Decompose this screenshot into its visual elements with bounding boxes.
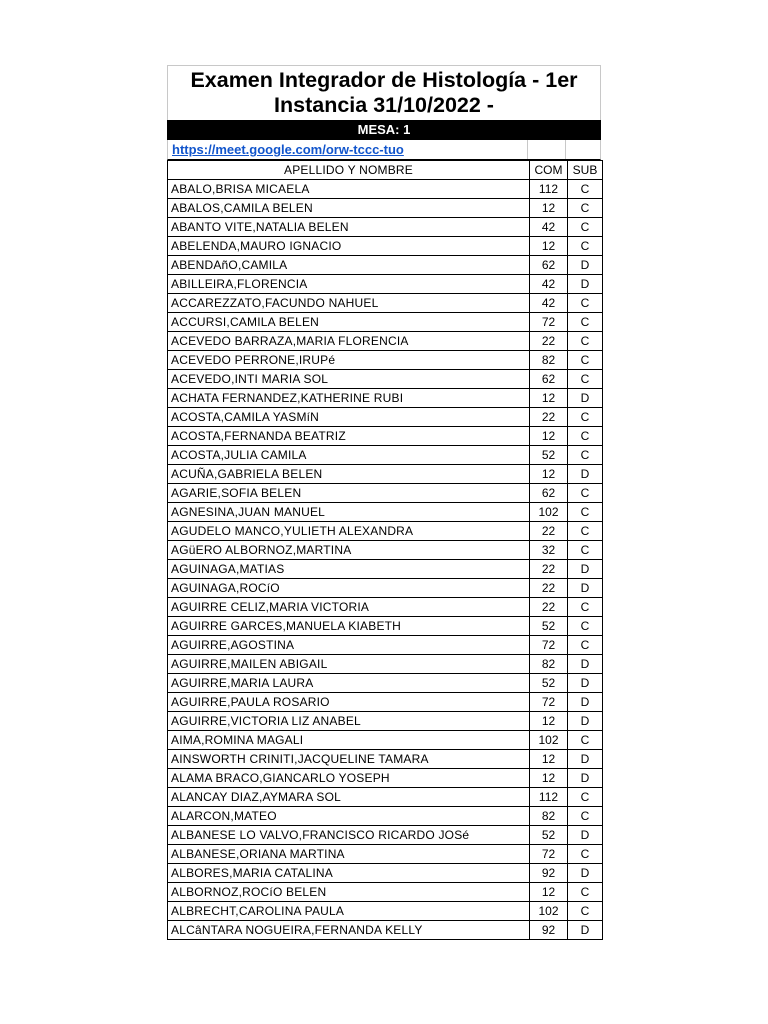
student-name-cell: ALBANESE,ORIANA MARTINA — [168, 845, 530, 864]
title-box — [167, 65, 601, 120]
sub-cell: D — [568, 826, 603, 845]
student-name-cell: ACEVEDO,INTI MARIA SOL — [168, 370, 530, 389]
student-name-cell: ALARCON,MATEO — [168, 807, 530, 826]
com-cell: 22 — [530, 560, 568, 579]
student-name-cell: AINSWORTH CRINITI,JACQUELINE TAMARA — [168, 750, 530, 769]
table-row — [168, 731, 603, 750]
table-row — [168, 617, 603, 636]
student-name-cell: AGUIRRE,VICTORIA LIZ ANABEL — [168, 712, 530, 731]
student-name-cell: ACCAREZZATO,FACUNDO NAHUEL — [168, 294, 530, 313]
student-name-cell: AGUINAGA,ROCíO — [168, 579, 530, 598]
student-name-cell: ABALOS,CAMILA BELEN — [168, 199, 530, 218]
table-row — [168, 826, 603, 845]
table-row — [168, 693, 603, 712]
student-name-cell: ACCURSI,CAMILA BELEN — [168, 313, 530, 332]
com-cell: 12 — [530, 237, 568, 256]
student-name-cell: ALBORNOZ,ROCíO BELEN — [168, 883, 530, 902]
page-title-line-1: Examen Integrador de Histología - 1er — [190, 68, 578, 92]
sub-cell: C — [568, 199, 603, 218]
student-name-cell: AGARIE,SOFIA BELEN — [168, 484, 530, 503]
student-name-cell: ALCâNTARA NOGUEIRA,FERNANDA KELLY — [168, 921, 530, 940]
sub-cell: C — [568, 731, 603, 750]
com-cell: 12 — [530, 883, 568, 902]
link-row — [167, 140, 601, 160]
sub-cell: D — [568, 674, 603, 693]
table-row — [168, 332, 603, 351]
com-cell: 12 — [530, 712, 568, 731]
student-name-cell: AGUIRRE,MARIA LAURA — [168, 674, 530, 693]
sub-cell: D — [568, 256, 603, 275]
sub-cell: D — [568, 712, 603, 731]
table-row — [168, 465, 603, 484]
student-name-cell: ALANCAY DIAZ,AYMARA SOL — [168, 788, 530, 807]
sub-cell: C — [568, 522, 603, 541]
sub-cell: C — [568, 427, 603, 446]
header-com: COM — [530, 161, 568, 180]
com-cell: 32 — [530, 541, 568, 560]
student-name-cell: ALBORES,MARIA CATALINA — [168, 864, 530, 883]
sub-cell: C — [568, 788, 603, 807]
table-row — [168, 636, 603, 655]
com-cell: 52 — [530, 446, 568, 465]
student-name-cell: ACOSTA,JULIA CAMILA — [168, 446, 530, 465]
com-cell: 12 — [530, 389, 568, 408]
sub-cell: D — [568, 560, 603, 579]
student-name-cell: ACOSTA,FERNANDA BEATRIZ — [168, 427, 530, 446]
sub-cell: D — [568, 769, 603, 788]
com-cell: 82 — [530, 655, 568, 674]
table-row — [168, 389, 603, 408]
table-row — [168, 199, 603, 218]
student-name-cell: ABILLEIRA,FLORENCIA — [168, 275, 530, 294]
table-row — [168, 275, 603, 294]
sub-cell: C — [568, 351, 603, 370]
sub-cell: C — [568, 902, 603, 921]
student-name-cell: AGNESINA,JUAN MANUEL — [168, 503, 530, 522]
sub-cell: D — [568, 921, 603, 940]
sub-cell: D — [568, 389, 603, 408]
sub-cell: C — [568, 370, 603, 389]
com-cell: 82 — [530, 807, 568, 826]
com-cell: 12 — [530, 750, 568, 769]
table-row — [168, 484, 603, 503]
table-row — [168, 864, 603, 883]
table-row — [168, 294, 603, 313]
table-row — [168, 427, 603, 446]
sub-cell: D — [568, 655, 603, 674]
table-row — [168, 902, 603, 921]
sub-cell: C — [568, 180, 603, 199]
sub-cell: C — [568, 807, 603, 826]
table-row — [168, 237, 603, 256]
sub-cell: C — [568, 237, 603, 256]
student-name-cell: AGUDELO MANCO,YULIETH ALEXANDRA — [168, 522, 530, 541]
com-cell: 22 — [530, 522, 568, 541]
table-row — [168, 769, 603, 788]
header-name: APELLIDO Y NOMBRE — [168, 161, 530, 180]
com-cell: 62 — [530, 370, 568, 389]
com-cell: 102 — [530, 902, 568, 921]
table-row — [168, 750, 603, 769]
student-name-cell: ALAMA BRACO,GIANCARLO YOSEPH — [168, 769, 530, 788]
student-name-cell: ACEVEDO BARRAZA,MARIA FLORENCIA — [168, 332, 530, 351]
mesa-banner: MESA: 1 — [167, 120, 601, 140]
students-table — [167, 160, 603, 940]
table-row — [168, 446, 603, 465]
student-name-cell: AGUIRRE GARCES,MANUELA KIABETH — [168, 617, 530, 636]
table-row — [168, 845, 603, 864]
sub-cell: C — [568, 294, 603, 313]
student-name-cell: ABELENDA,MAURO IGNACIO — [168, 237, 530, 256]
com-cell: 72 — [530, 693, 568, 712]
student-name-cell: ALBRECHT,CAROLINA PAULA — [168, 902, 530, 921]
student-name-cell: ABALO,BRISA MICAELA — [168, 180, 530, 199]
com-cell: 52 — [530, 826, 568, 845]
table-row — [168, 712, 603, 731]
com-cell: 42 — [530, 218, 568, 237]
com-cell: 22 — [530, 408, 568, 427]
student-name-cell: ABENDAñO,CAMILA — [168, 256, 530, 275]
spreadsheet — [167, 65, 601, 940]
table-row — [168, 180, 603, 199]
student-name-cell: ACHATA FERNANDEZ,KATHERINE RUBI — [168, 389, 530, 408]
empty-cell — [565, 140, 600, 159]
table-row — [168, 921, 603, 940]
table-row — [168, 674, 603, 693]
sub-cell: C — [568, 845, 603, 864]
sub-cell: C — [568, 598, 603, 617]
sub-cell: C — [568, 883, 603, 902]
com-cell: 62 — [530, 256, 568, 275]
com-cell: 12 — [530, 465, 568, 484]
student-name-cell: AGUINAGA,MATIAS — [168, 560, 530, 579]
sub-cell: C — [568, 503, 603, 522]
sub-cell: C — [568, 218, 603, 237]
com-cell: 92 — [530, 921, 568, 940]
student-name-cell: AGüERO ALBORNOZ,MARTINA — [168, 541, 530, 560]
table-row — [168, 541, 603, 560]
sub-cell: D — [568, 465, 603, 484]
student-name-cell: ACUÑA,GABRIELA BELEN — [168, 465, 530, 484]
page-title-line-2: Instancia 31/10/2022 - — [274, 93, 494, 117]
com-cell: 42 — [530, 294, 568, 313]
student-name-cell: AIMA,ROMINA MAGALI — [168, 731, 530, 750]
table-row — [168, 788, 603, 807]
sub-cell: C — [568, 313, 603, 332]
com-cell: 82 — [530, 351, 568, 370]
table-row — [168, 579, 603, 598]
com-cell: 42 — [530, 275, 568, 294]
student-name-cell: ABANTO VITE,NATALIA BELEN — [168, 218, 530, 237]
com-cell: 72 — [530, 313, 568, 332]
com-cell: 102 — [530, 503, 568, 522]
link-cell — [168, 140, 527, 159]
table-row — [168, 807, 603, 826]
com-cell: 112 — [530, 180, 568, 199]
table-row — [168, 883, 603, 902]
table-row — [168, 313, 603, 332]
table-header-row — [168, 161, 603, 180]
sub-cell: D — [568, 864, 603, 883]
com-cell: 52 — [530, 617, 568, 636]
table-row — [168, 218, 603, 237]
student-name-cell: AGUIRRE,PAULA ROSARIO — [168, 693, 530, 712]
com-cell: 22 — [530, 598, 568, 617]
student-name-cell: ACEVEDO PERRONE,IRUPé — [168, 351, 530, 370]
table-row — [168, 370, 603, 389]
table-row — [168, 655, 603, 674]
student-name-cell: AGUIRRE,AGOSTINA — [168, 636, 530, 655]
com-cell: 12 — [530, 427, 568, 446]
com-cell: 112 — [530, 788, 568, 807]
com-cell: 72 — [530, 845, 568, 864]
sub-cell: D — [568, 579, 603, 598]
com-cell: 102 — [530, 731, 568, 750]
sub-cell: C — [568, 617, 603, 636]
sub-cell: D — [568, 275, 603, 294]
com-cell: 22 — [530, 332, 568, 351]
sub-cell: C — [568, 636, 603, 655]
sub-cell: C — [568, 408, 603, 427]
com-cell: 72 — [530, 636, 568, 655]
sub-cell: C — [568, 541, 603, 560]
header-sub: SUB — [568, 161, 603, 180]
empty-cell — [527, 140, 565, 159]
table-row — [168, 408, 603, 427]
table-row — [168, 598, 603, 617]
table-row — [168, 351, 603, 370]
com-cell: 22 — [530, 579, 568, 598]
meet-link[interactable]: https://meet.google.com/orw-tccc-tuo — [172, 142, 404, 157]
table-row — [168, 256, 603, 275]
com-cell: 12 — [530, 769, 568, 788]
table-row — [168, 560, 603, 579]
sub-cell: C — [568, 484, 603, 503]
sub-cell: D — [568, 750, 603, 769]
student-name-cell: AGUIRRE CELIZ,MARIA VICTORIA — [168, 598, 530, 617]
table-row — [168, 503, 603, 522]
com-cell: 62 — [530, 484, 568, 503]
sub-cell: C — [568, 332, 603, 351]
com-cell: 52 — [530, 674, 568, 693]
com-cell: 12 — [530, 199, 568, 218]
sub-cell: D — [568, 693, 603, 712]
com-cell: 92 — [530, 864, 568, 883]
table-row — [168, 522, 603, 541]
sub-cell: C — [568, 446, 603, 465]
student-name-cell: ACOSTA,CAMILA YASMíN — [168, 408, 530, 427]
student-name-cell: ALBANESE LO VALVO,FRANCISCO RICARDO JOSé — [168, 826, 530, 845]
student-name-cell: AGUIRRE,MAILEN ABIGAIL — [168, 655, 530, 674]
